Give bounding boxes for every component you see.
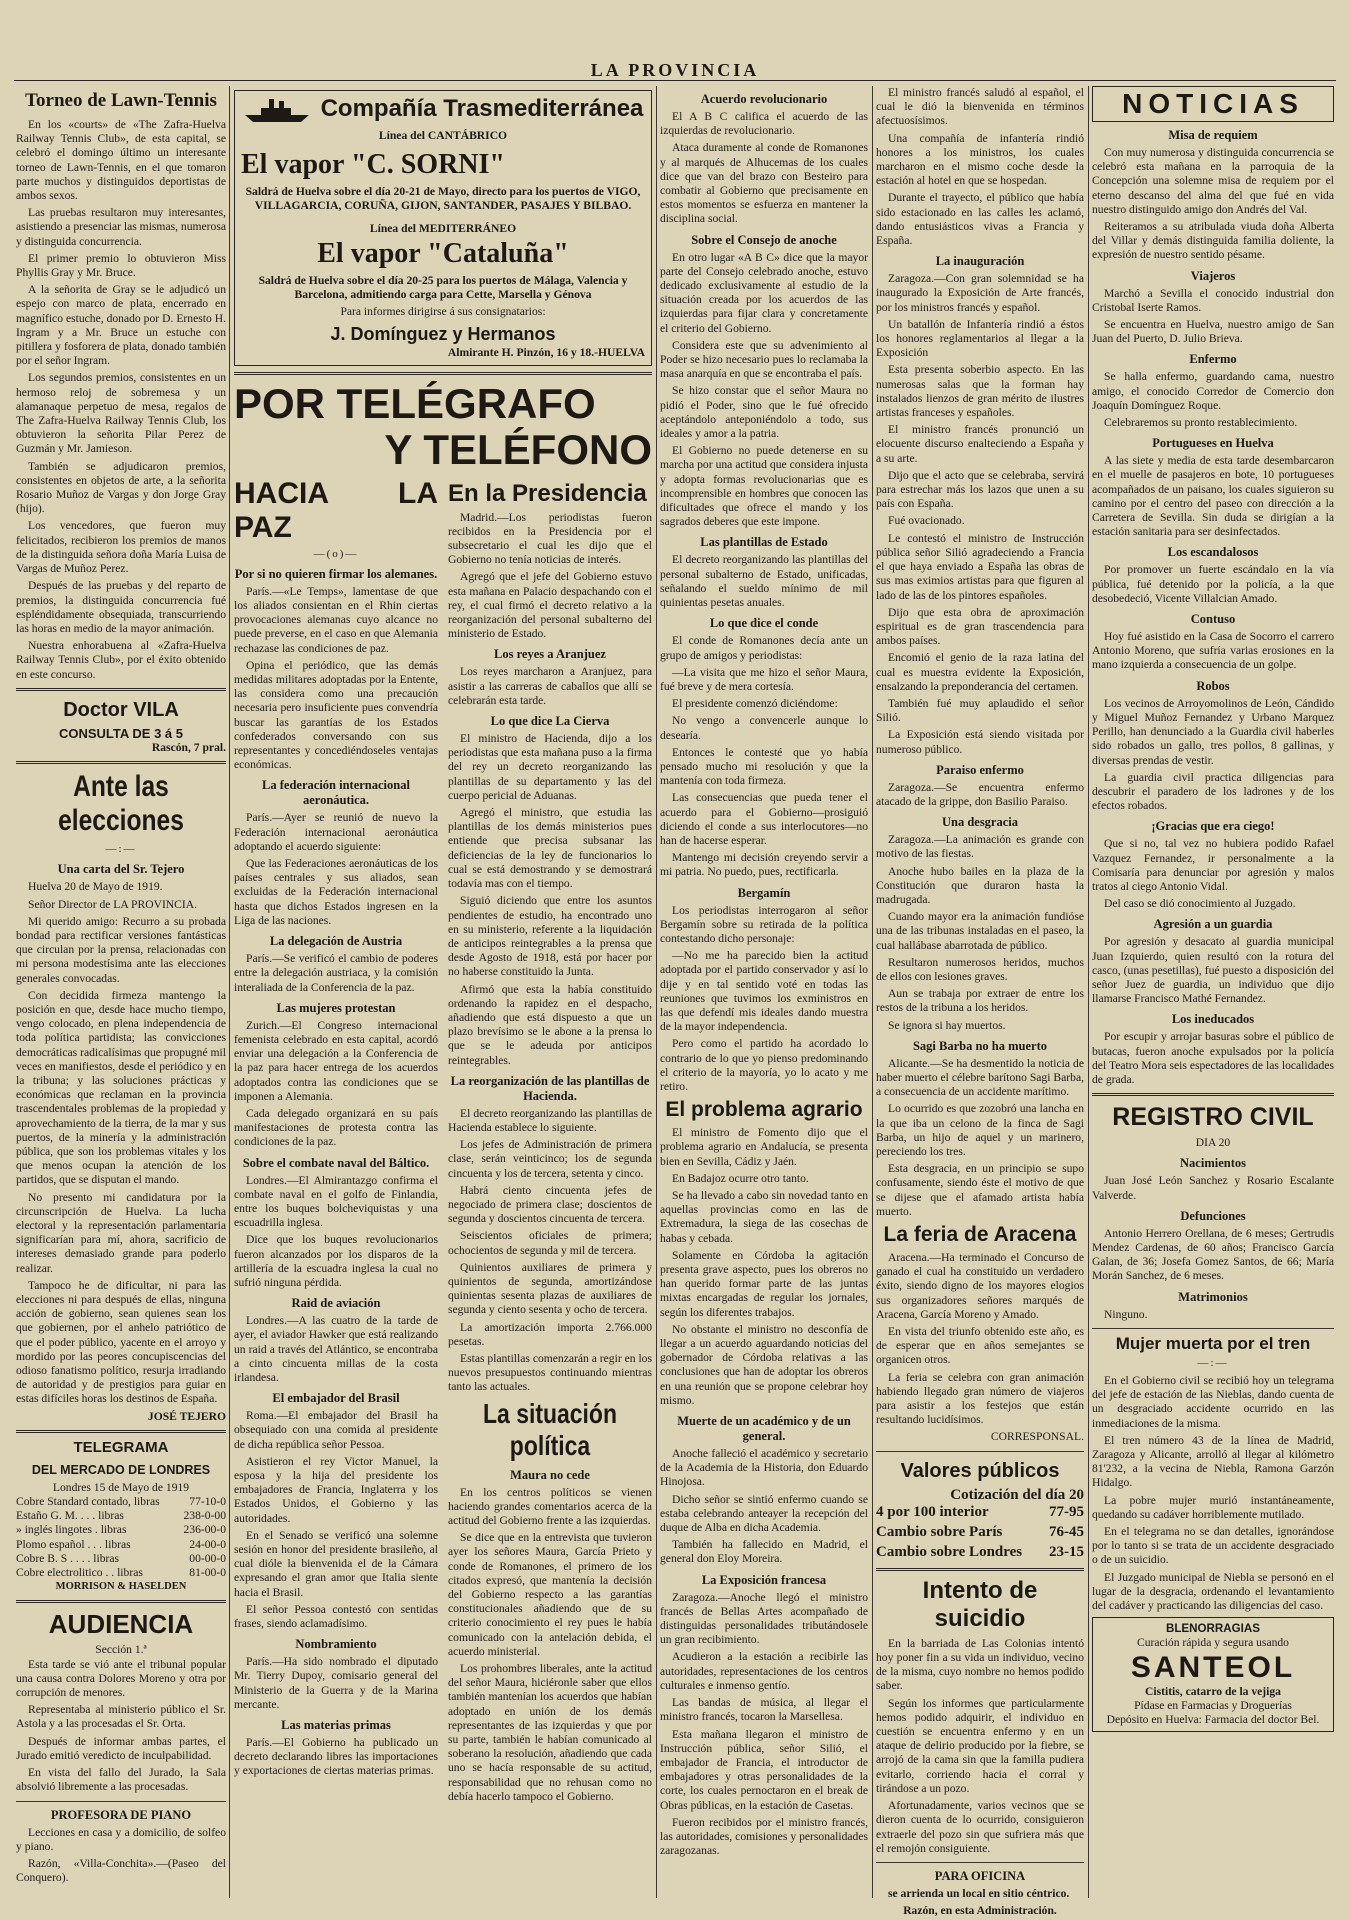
paragraph: Durante el trayecto, el público que había sido estacionado en las calles les aclamó, dando entusiásticos vivas a Francia y España. xyxy=(876,191,1084,248)
paragraph: Los vencedores, que fueron muy felicitados, recibieron los premios de manos de la distinguida señora doña María Luisa de Vargas de Muñoz Perez. xyxy=(16,519,226,576)
paragraph: En Badajoz ocurre otro tanto. xyxy=(672,1171,809,1185)
paragraph: Zurich.—El Congreso internacional femenista celebrado en esta capital, acordó enviar una delegación a la Conferencia de la paz para hacer entrega de los acuerdos adoptados contra las condiciones que se imponen a Alemania. xyxy=(234,1018,438,1103)
paragraph: Zaragoza.—La animación es grande con motivo de las fiestas. xyxy=(876,833,1084,861)
masthead xyxy=(0,0,1350,80)
column-5 xyxy=(1092,86,1334,1898)
paragraph: Entonces le contesté que yo había pensado mucho mi resolución y que la mantenía con toda firmeza. xyxy=(660,745,868,788)
section-heading: Lo que dice el conde xyxy=(709,616,819,631)
paragraph: También ha fallecido en Madrid, el general don Eloy Moreira. xyxy=(660,1538,868,1566)
paragraph: El ministro de Hacienda, dijo a los periodistas que esta mañana puso a la firma del rey un decreto reorganizando las plantillas de su departamento y las del cuerpo pericial de Aduanas. xyxy=(448,732,652,802)
section-heading: Las materias primas xyxy=(281,1718,391,1733)
paragraph: Solamente en Córdoba la agitación presenta grave aspecto, pues los obreros no han querido formar parte de las juntas mixtas encargadas de regular los jornales, según los diferentes trabajos. xyxy=(660,1248,868,1319)
paragraph: Se halla enfermo, guardando cama, nuestro amigo, el conocido Corredor de Comercio don Joaquín Domínguez Roque. xyxy=(1092,370,1334,412)
section-heading: Paraiso enfermo xyxy=(936,762,1024,777)
hacia-la-paz-title: HACIA LA PAZ xyxy=(234,476,438,544)
paragraph: En vista del triunfo obtenido este año, es de esperar que en años semejantes se organicen otros. xyxy=(876,1325,1084,1367)
paragraph: Los vecinos de Arroyomolinos de León, Cándido y Miguel Muñoz Fernandez y Urbano Marquez Perillo, han denunciado a la Guardia civil haberles sido robados un gallo, tres pollos, 8 gallinas, y diversas prendas de vestir. xyxy=(1092,696,1334,767)
paragraph: Londres.—A las cuatro de la tarde de ayer, el aviador Hawker que está realizando un raid a través del Atlántico, se encontraba a cinto cincuenta millas de la costa irlandesa. xyxy=(234,1314,438,1384)
santeol-line3: Pídase en Farmacias y Droguerías xyxy=(1134,1698,1292,1712)
paragraph: Mantengo mi decisión creyendo servir a mi patria. No puedo, pues, rectificarla. xyxy=(660,851,868,879)
paragraph: En el Senado se verificó una solemne sesión en honor del presidente brasileño, al cual dióle la bienvenida el de la Cámara expresando el gran amor que Italia siente hacia el Brasil. xyxy=(234,1528,438,1599)
paragraph: Esta presenta soberbio aspecto. En las numerosas salas que la forman hay instalados lienzos de gran mérito de ilustres artistas franceses y españoles. xyxy=(876,363,1084,420)
row-label: Plomo español . . . libras xyxy=(16,1537,131,1551)
section-heading: Las plantillas de Estado xyxy=(700,535,828,550)
row-label: Estaño G. M. . . . libras xyxy=(16,1509,124,1523)
column-2 xyxy=(234,86,652,1898)
profesora-title: PROFESORA DE PIANO xyxy=(50,1807,192,1822)
table-row xyxy=(16,1495,226,1509)
paragraph: Las pruebas resultaron muy interesantes, asistiendo a presenciar las mismas, numerosa y distinguida concurrencia. xyxy=(16,206,226,248)
paragraph: —No me ha parecido bien la actitud adoptada por el partido conservador y así lo dije y en tal sentido voté en todas las reuniones que tuvimos los exministros en las que defendí mis ideales dando muestra de la mayor independencia. xyxy=(660,949,868,1034)
paragraph: Encomió el genio de la raza latina del cual es muestra evidente la Exposición, ensalzando la preponderancia del certamen. xyxy=(876,651,1084,693)
paragraph: Por promover un fuerte escándalo en la vía pública, fué detenido por la policía, a la que desobedeció, Vicente Villalcian Amado. xyxy=(1092,563,1334,605)
paragraph: Dijo que el acto que se celebraba, servirá para estrechar más los lazos que unen a su país con España. xyxy=(876,468,1084,511)
divider xyxy=(876,1451,1084,1452)
paragraph: Fueron recibidos por el ministro francés, las autoridades, comisiones y personalidades zaragozanas. xyxy=(660,1815,868,1858)
paragraph: También fué muy aplaudido el señor Silió. xyxy=(876,696,1084,725)
table-row xyxy=(876,1502,1084,1522)
paragraph: Los periodistas interrogaron al señor Bergamín sobre su retirada de la política contestando dicho personaje: xyxy=(660,903,868,945)
section-heading: Sobre el Consejo de anoche xyxy=(691,232,837,247)
registro-day: DIA 20 xyxy=(1195,1136,1231,1150)
registro-title: REGISTRO CIVIL xyxy=(1112,1103,1314,1132)
vila-title: Doctor VILA xyxy=(63,698,179,721)
matrimonios-text: Ninguno. xyxy=(1104,1307,1148,1321)
santeol-brand: SANTEOL xyxy=(1130,1650,1296,1684)
paragraph: Asistieron el rey Victor Manuel, la esposa y la hija del presidente los embajadores de Francia, Inglaterra y los Estados Unidos, el Gobierno y las autoridades. xyxy=(234,1454,438,1525)
paragraph: Londres.—El Almirantazgo confirma el combate naval en el golfo de Finlandia, entre los buques bolcheviquistas y una escuadrilla inglesa. xyxy=(234,1173,438,1230)
section-heading: Muerte de un académico y de un general. xyxy=(677,1414,851,1444)
paragraph: Un batallón de Infantería rindió a éstos los honores reglamentarios al llegar a la Exposición xyxy=(876,317,1084,360)
row-label: Cobre Standard contado, libras xyxy=(16,1495,160,1509)
paragraph: El ministro francés pronunció un elocuente discurso enalteciendo a España y a su arte. xyxy=(876,423,1084,465)
section-heading: Por si no quieren firmar los alemanes. xyxy=(234,566,438,581)
section-heading: Raid de aviación xyxy=(291,1296,381,1311)
matrimonios-heading: Matrimonios xyxy=(1178,1289,1248,1304)
telegraph-columns xyxy=(234,477,652,1807)
divider xyxy=(876,1568,1084,1571)
trasmediterranea-ad xyxy=(234,90,652,366)
vapor-cataluna-text: Saldrá de Huelva sobre el día 20-25 para los puertos de Málaga, Valencia y Barcelona, admitiendo carga para Cette, Marsella y Génova xyxy=(258,273,628,302)
section-heading: Robos xyxy=(1196,678,1230,693)
corresponsal: CORRESPONSAL. xyxy=(990,1430,1084,1444)
section-heading: ¡Gracias que era ciego! xyxy=(1151,819,1275,834)
santeol-ad xyxy=(1092,1617,1334,1732)
paragraph: Nuestra enhorabuena al «Zafra-Huelva Railway Tennis Club», por el éxito obtenido en este concurso. xyxy=(16,639,226,681)
paragraph: Dice que los buques revolucionarios fueron alcanzados por los disparos de la artillería de la escuadra inglesa la cual no sufrió ninguna pérdida. xyxy=(234,1233,438,1289)
paragraph: La feria se celebra con gran animación habiendo llegado gran número de viajeros para asistir a los festejos que están resultando lucidísimos. xyxy=(876,1370,1084,1427)
telegrama-subtitle: DEL MERCADO DE LONDRES xyxy=(31,1462,211,1477)
column-3 xyxy=(660,86,868,1898)
paragraph: Después de informar ambas partes, el Jurado emitió veredicto de inculpabilidad. xyxy=(16,1734,226,1762)
paragraph: Alicante.—Se ha desmentido la noticia de haber muerto el célebre barítono Sagi Barba, a consecuencia de un accidente marítimo. xyxy=(876,1056,1084,1099)
paragraph: Cuando mayor era la animación fundióse una de las tribunas instaladas en el paseo, la cual hallábase abarrotada de público. xyxy=(876,910,1084,952)
paragraph: Las bandas de música, al llegar el ministro francés, tocaron la Marsellesa. xyxy=(660,1696,868,1724)
row-label: 4 por 100 interior xyxy=(876,1503,989,1520)
telegrama-table xyxy=(16,1495,226,1580)
paragraph: Anoche falleció el académico y secretario de la Academia de la Historia, don Eduardo Hinojosa. xyxy=(660,1447,868,1489)
paragraph: Agregó que el jefe del Gobierno estuvo esta mañana en Palacio despachando con el rey, el cual firmó el decreto relativo a la reorganización del personal subalterno del ministerio de Estado. xyxy=(448,570,652,641)
section-heading: Sagi Barba no ha muerto xyxy=(912,1038,1048,1053)
elecciones-subtitle: Una carta del Sr. Tejero xyxy=(57,862,185,877)
telegrama-date: Londres 15 de Mayo de 1919 xyxy=(52,1480,190,1494)
section-heading: El problema agrario xyxy=(665,1098,863,1122)
tennis-title: Torneo de Lawn-Tennis xyxy=(25,90,217,111)
valores-title: Valores públicos xyxy=(900,1459,1060,1482)
paragraph: Zaragoza.—Se encuentra enfermo atacado de la grippe, don Basilio Paraiso. xyxy=(876,780,1084,808)
section-heading: Lo que dice La Cierva xyxy=(490,714,610,729)
defunciones-text: Antonio Herrero Orellana, de 6 meses; Gertrudis Mendez Cardenas, de 60 años; Francisco García Galan, de 36; Josefa Gomez Santos, de 66; María Morán Sanchez, de 6 meses. xyxy=(1092,1226,1334,1283)
paragraph: Aracena.—Ha terminado el Concurso de ganado el cual ha constituido un verdadero éxito, siendo digno de los mayores elogios sus organizadores señores marqués de Aracena, García Moreno y Amado. xyxy=(876,1251,1084,1321)
paragraph: Que si no, tal vez no hubiera podido Rafael Vazquez Fernandez, ir personalmente a la Comisaría para denunciar por agresión y malos tratos al ciego Antonio Vidal. xyxy=(1092,837,1334,893)
divider xyxy=(1092,1093,1334,1096)
consignatarios-address: Almirante H. Pinzón, 16 y 18.-HUELVA xyxy=(447,346,645,360)
section-heading: Los reyes a Aranjuez xyxy=(494,647,606,662)
paragraph: A las siete y media de esta tarde desembarcaron en el muelle de pasajeros en bote, 10 portugueses acompañados de un paisano, los cuales siguieron su camino por el centro del paseo con dirección a la Carretera de Sevilla. Sin duda se dirigían a la estación sanitaria para ser desinfectados. xyxy=(1092,454,1334,539)
telegrafo-heading: POR TELÉGRAFO xyxy=(234,379,596,427)
section-heading: Misa de requiem xyxy=(1168,128,1258,142)
divider xyxy=(876,1862,1084,1863)
paragraph: El ministro de Fomento dijo que el problema agrario en Andalucía, se presenta bien en Sevilla, Cádiz y Jaén. xyxy=(660,1126,868,1168)
nacimientos-heading: Nacimientos xyxy=(1180,1156,1246,1171)
paragraph: Los prohombres liberales, ante la actitud del señor Maura, hiciéronle saber que ellos también mantenían los acuerdos que habían adoptado en unión de los demás representantes de las izquierdas y que por su parte, también le habían comunicado al soberano la resolución, añadiendo que cada uno se hacía responsable de su actitud, responsabilidad que no rehusan como no debía hacerlo tampoco el Gobierno. xyxy=(448,1662,652,1803)
paragraph: Lo ocurrido es que zozobró una lancha en la que iba un celono de la finca de Sagi Barba, un hijo de aquel y un marinero, pereciendo los tres. xyxy=(876,1102,1084,1158)
paragraph: Se encuentra en Huelva, nuestro amigo de San Juan del Puerto, D. Julio Brieva. xyxy=(1092,318,1334,346)
paragraph: Los jefes de Administración de primera clase, serán veinticinco; los de segunda cincuenta y los de tercera, setenta y cinco. xyxy=(448,1138,652,1180)
ornament: —:— xyxy=(105,843,137,856)
paragraph: En los «courts» de «The Zafra-Huelva Railway Tennis Club», de esta capital, se celebró el domingo último un interesante torneo de Lawn-Tennis, en el que tomaron parte muchos y distinguidos deportistas de ambos sexos. xyxy=(16,118,226,203)
paragraph: Mi querido amigo: Recurro a su probada bondad para rectificar versiones fantásticas que circulan por la prensa, relacionadas con mi persona modestísima ante las elecciones generales convocadas. xyxy=(16,914,226,985)
column-4 xyxy=(876,86,1084,1918)
paragraph: Afirmó que esta la había constituido ordenando la rapidez en el despacho, añadiendo que está dispuesto a que un plazo brevísimo se le abone a la prensa lo que se le adeuda por anticipos reintegrables. xyxy=(448,982,652,1067)
paragraph: París.—Se verificó el cambio de poderes entre la delegación austriaca, y la comisión interaliada de la Conferencia de la paz. xyxy=(234,952,438,994)
paragraph: Aun se trabaja por extraer de entre los restos de la tribuna a los heridos. xyxy=(876,987,1084,1015)
paragraph: Se hizo constar que el señor Maura no pidió el Poder, sino que le fué ofrecido aceptándolo anteponiéndolo a todo, sus ideales y amor a la patria. xyxy=(660,384,868,441)
tren-article xyxy=(1092,1374,1334,1613)
paragraph: Seiscientos oficiales de primera; ochocientos de segunda y mil de tercera. xyxy=(448,1229,652,1257)
paragraph: Fué ovacionado. xyxy=(888,514,965,528)
valores-header: Cotización del día 20 xyxy=(950,1486,1084,1503)
section-heading: La situación política xyxy=(483,1397,617,1461)
paragraph: Con decidida firmeza mantengo la posición en que, desde hace mucho tiempo, vengo colocado, en plena independencia de toda política partidista; las convicciones democráticas radicalísimas que propugné mil veces en manifiestos, desde el periódico y en la tribuna; y las soluciones prácticas y económicas que reclaman en la provincia trascendentales problemas de la propiedad y aprovechamiento de la tierra, de la mar y sus puertos, de la minería y la administración pública, que son los problemas vitales y los que menos ocupan la atención de los partidos, que se disputan el mando. xyxy=(16,988,226,1187)
row-value: 76-45 xyxy=(1049,1523,1084,1540)
paragraph: En la barriada de Las Colonias intentó hoy poner fin a su vida un individuo, vecino de la misma, cuyo nombre no hemos podido saber. xyxy=(876,1636,1084,1693)
section-heading: Agresión a un guardia xyxy=(1153,917,1273,932)
santeol-line4: Depósito en Huelva: Farmacia del doctor Bel. xyxy=(1106,1713,1320,1727)
oficina-title: PARA OFICINA xyxy=(934,1868,1026,1883)
row-value: 81-00-0 xyxy=(189,1566,226,1580)
section-heading: Contuso xyxy=(1190,612,1236,627)
row-value: 236-00-0 xyxy=(183,1523,226,1537)
tennis-article xyxy=(16,118,226,682)
paragraph: En otro lugar «A B C» dice que la mayor parte del Consejo celebrado anoche, estuvo dedicado exclusivamente al estudio de la situación creada por los acuerdos de las izquierdas para fijar clara y concretamente el criterio del Gobierno. xyxy=(660,250,868,335)
paragraph: Celebraremos su pronto restablecimiento. xyxy=(1104,416,1298,430)
paragraph: Las consecuencias que pueda tener el acuerdo para el Gobierno—prosiguió diciendo el conde a sus interlocutores—no han de hacerse esperar. xyxy=(660,791,868,847)
table-row xyxy=(16,1523,226,1537)
section-heading: La inauguración xyxy=(935,254,1025,269)
telegrama-signature: MORRISON & HASELDEN xyxy=(55,1581,187,1593)
paragraph: Del caso se dió conocimiento al Juzgado. xyxy=(1104,897,1296,911)
row-label: Cobre electrolitico . . libras xyxy=(16,1566,143,1580)
row-value: 23-15 xyxy=(1049,1543,1084,1560)
paragraph: Afortunadamente, varios vecinos que se dieron cuenta de lo ocurrido, consiguieron extraerle del pozo sin que sufriera más que el remojón consiguiente. xyxy=(876,1799,1084,1855)
consignatarios: J. Domínguez y Hermanos xyxy=(330,324,556,345)
paragraph: La guardia civil practica diligencias para descubrir el paradero de los ladrones y de los efectos robados. xyxy=(1092,770,1334,813)
paragraph: La Exposición está siendo visitada por numeroso público. xyxy=(876,728,1084,756)
paragraph: En el Gobierno civil se recibió hoy un telegrama del jefe de estación de las Nieblas, dando cuenta de un desgraciado accidente ocurrido en las inmediaciones de la misma. xyxy=(1092,1373,1334,1430)
paragraph: Razón, «Villa-Conchita».—(Paseo del Conquero). xyxy=(16,1856,226,1885)
paragraph: Lecciones en casa y a domicilio, de solfeo y piano. xyxy=(16,1825,226,1853)
paragraph: El primer premio lo obtuvieron Miss Phyllis Gray y Mr. Bruce. xyxy=(16,251,226,280)
section-heading: Una desgracia xyxy=(941,815,1019,830)
paragraph: Roma.—El embajador del Brasil ha obsequiado con una comida al presidente de dicha república señor Pessoa. xyxy=(234,1409,438,1451)
paragraph: Esta tarde se vió ante el tribunal popular una causa contra Dolores Moreno y otra por corrupción de menores. xyxy=(16,1657,226,1700)
elecciones-letter xyxy=(16,915,226,1407)
row-value: 00-00-0 xyxy=(189,1551,226,1565)
paragraph: Agregó el ministro, que estudia las plantillas de los demás ministerios pues entiende que precisa subsanar las deficiencias de la ley de funcionarios lo cual se está demostrando y se demostrará todavía mas con el tiempo. xyxy=(448,806,652,891)
mediterraneo-line: Línea del MEDITERRÁNEO xyxy=(369,221,517,235)
presidencia-column xyxy=(448,477,652,1807)
paragraph: El Gobierno no puede detenerse en su marcha por una actitud que considera injusta y adopta formas revolucionarias que es incomprensible en hombres que conocen las dificultades que ofrece el mando y los sagrados deberes que este impone. xyxy=(660,444,868,529)
section-heading: La feria de Aracena xyxy=(883,1223,1077,1247)
paragraph: Pero como el partido ha acordado lo contrario de lo que yo pienso predominando el criterio de la mayoría, yo lo acato y me retiro. xyxy=(660,1037,868,1093)
paragraph: En el telegrama no se dan detalles, ignorándose por lo tanto si se trata de un accidente desgraciado o de un suicidio. xyxy=(1092,1525,1334,1567)
paragraph: Dijo que esta obra de aproximación espiritual es de gran trascendencia para ambos países. xyxy=(876,605,1084,648)
section-heading: La Exposición francesa xyxy=(701,1572,827,1587)
column-3-news xyxy=(660,92,868,1858)
section-heading: La reorganización de las plantillas de Hacienda. xyxy=(450,1073,650,1103)
paragraph: Marchó a Sevilla el conocido industrial don Cristobal Iserte Ramos. xyxy=(1092,286,1334,314)
section-heading: Los escandalosos xyxy=(1167,545,1259,560)
row-label: » inglés lingotes . libras xyxy=(16,1523,127,1537)
paragraph: El A B C califica el acuerdo de las izquierdas de revolucionario. xyxy=(660,110,868,138)
paragraph: El tren número 43 de la línea de Madrid, Zaragoza y Alicante, arrolló al llegar al kilómetro 81'232, a la vecina de Niebla, Ramona Garzón Hidalgo. xyxy=(1092,1433,1334,1490)
nacimientos-text: Juan José León Sanchez y Rosario Escalante Valverde. xyxy=(1092,1174,1334,1202)
table-row xyxy=(16,1538,226,1552)
paragraph: Los reyes marcharon a Aranjuez, para asistir a las carreras de caballos que allí se celebrarán esta tarde. xyxy=(448,665,652,707)
cantabrico-line: Línea del CANTÁBRICO xyxy=(378,129,508,142)
newspaper-name: LA PROVINCIA xyxy=(590,60,760,80)
elecciones-signature: JOSÉ TEJERO xyxy=(147,1409,226,1423)
santeol-line1: Curación rápida y segura usando xyxy=(1137,1636,1289,1650)
defunciones-heading: Defunciones xyxy=(1180,1208,1246,1223)
paragraph: Después de las pruebas y del reparto de premios, la distinguida concurrencia fué espléndidamente obsequiada, transcurriendo las horas en medio de la mayor animación. xyxy=(16,579,226,635)
table-row xyxy=(876,1542,1084,1562)
section-heading: Acuerdo revolucionario xyxy=(700,92,828,106)
divider xyxy=(16,1600,226,1603)
row-label: Cambio sobre París xyxy=(876,1523,1003,1540)
paragraph: El decreto reorganizando las plantillas del personal subalterno de Estado, unificadas, señalando el sueldo mínimo de mil quinientas pesetas anuales. xyxy=(660,553,868,610)
paragraph: Le contestó el ministro de Instrucción pública señor Silió agradeciendo a Francia el que haya enviado a España las obras de sus mas eximios artistas para que figuren al lado de las de los pintores españoles. xyxy=(876,531,1084,602)
column-rule xyxy=(872,86,873,1898)
vapor-sorni-title: El vapor "C. SORNI" xyxy=(241,149,505,181)
paragraph: Esta desgracia, en un principio se supo confusamente, siendo éste el motivo de que se dijese que el afamado artista había muerto. xyxy=(876,1162,1084,1218)
vila-address: Rascón, 7 pral. xyxy=(151,740,226,754)
paragraph: A la señorita de Gray se le adjudicó un espejo con marco de plata, encerrado en magnífico estuche, donado por D. Ernesto H. Ingram y a Mr. Bruce un estuche con pitillera y fosforera de plata, donado también por el señor Ingram. xyxy=(16,283,226,368)
steamship-icon xyxy=(243,95,313,123)
audiencia-article xyxy=(16,1658,226,1795)
table-row xyxy=(16,1566,226,1580)
paragraph: No presento mi candidatura por la circunscripción de Huelva. La lucha electoral y la representación parlamentaria significarían para mí, ahora, sacrificio de intereses demasiado grande para poderlo realizar. xyxy=(16,1190,226,1275)
paragraph: Resultaron numerosos heridos, muchos de ellos con lesiones graves. xyxy=(876,955,1084,983)
paragraph: Por agresión y desacato al guardia municipal Juan Izquierdo, quien resultó con la rotura del casco, (unas pesetillas), fué puesto a disposición del señor Juez de guardia, un individuo que dijo llamarse Francisco Mathé Fernandez. xyxy=(1092,935,1334,1006)
column-1 xyxy=(16,86,226,1898)
audiencia-title: AUDIENCIA xyxy=(48,1609,194,1640)
section-heading: Enfermo xyxy=(1189,352,1237,367)
divider xyxy=(1092,1328,1334,1329)
ornament: —:— xyxy=(1197,1356,1229,1369)
paragraph: Reiteramos a su atribulada viuda doña Alberta del Villar y demás distinguida familia doliente, la expresión de nuestro sentido pésame. xyxy=(1092,220,1334,262)
paragraph: El Juzgado municipal de Niebla se personó en el lugar de la desgracia, ordenando el levantamiento del cadáver y practicando las diligencias del caso. xyxy=(1092,1570,1334,1613)
section-heading: Bergamín xyxy=(737,885,791,900)
paragraph: El presidente comenzó diciéndome: xyxy=(672,697,838,711)
noticias-news xyxy=(1092,128,1334,1087)
row-label: Cambio sobre Londres xyxy=(876,1543,1023,1560)
column-rule xyxy=(656,86,657,1898)
paragraph: Anoche hubo bailes en la plaza de la Constitución que duraron hasta la madrugada. xyxy=(876,864,1084,906)
santeol-line2: Cistitis, catarro de la vejiga xyxy=(1145,1684,1281,1698)
paragraph: El señor Pessoa contestó con sentidas frases, siendo aclamadísimo. xyxy=(234,1602,438,1631)
table-row xyxy=(16,1552,226,1566)
section-heading: El embajador del Brasil xyxy=(272,1391,400,1406)
paragraph: Tampoco he de dificultar, ni para las elecciones ni para después de ellas, ninguna acción de gobierno, sean quienes sean los que gobiernen, por el anhelo patriótico de que el poder público, yacente en el arroyo y mordido por las peores concupiscencias del odioso fanatismo político, resurja irradiando de autoridad y de prestigios para guiar en estas difíciles horas los destinos de España. xyxy=(16,1278,226,1406)
section-heading: Portugueses en Huelva xyxy=(1152,436,1274,451)
section-heading: La federación internacional aeronáutica. xyxy=(262,778,410,808)
column-rule xyxy=(1088,86,1089,1898)
paragraph: Acudieron a la estación a recibirle las autoridades, representaciones de los centros culturales e inmenso gentío. xyxy=(660,1650,868,1692)
paragraph: El conde de Romanones decía ante un grupo de amigos y periodistas: xyxy=(660,634,868,662)
hacia-la-paz-news xyxy=(234,567,438,1779)
divider xyxy=(16,761,226,764)
santeol-headline: BLENORRAGIAS xyxy=(1165,1622,1261,1636)
paragraph: Con muy numerosa y distinguida concurrencia se celebró esta mañana en la parroquia de la Concepción una solemne misa de requiem por el eterno descanso del alma del que fué en vida nuestro distinguido amigo don Andrés del Val. xyxy=(1092,146,1334,216)
paragraph: Una compañía de infantería rindió honores a los ministros, los cuales marcharon en el mismo coche desde la estación al hotel en que se hospedan. xyxy=(876,131,1084,188)
telefono-heading: Y TELÉFONO xyxy=(384,425,652,473)
elecciones-addressee: Señor Director de LA PROVINCIA. xyxy=(28,897,198,911)
paragraph: La amortización importa 2.766.000 pesetas. xyxy=(448,1320,652,1348)
divider xyxy=(16,1801,226,1802)
paragraph: Zaragoza.—Con gran solemnidad se ha inaugurado la Exposición de Arte francés, por los ministros francés y español. xyxy=(876,272,1084,314)
paragraph: No obstante el ministro no desconfía de llegar a un acuerdo aguardando noticias del gobernador de Córdoba relativas a las conclusiones que han de adoptar los obreros en una reunión que se propone celebrar hoy mismo. xyxy=(660,1322,868,1407)
telegrama-title: TELEGRAMA xyxy=(73,1438,169,1456)
valores-table xyxy=(876,1502,1084,1562)
tren-title: Mujer muerta por el tren xyxy=(1115,1333,1311,1353)
paragraph: Se dice que en la entrevista que tuvieron ayer los señores Maura, García Prieto y conde de Romanones, el primero de los citados expresó, que mantenía la decisión del Gobierno respecto a las garantías constitucionales añadiendo que de su criterio conocimiento el rey pues le había comunicado con la antelación debida, el acuerdo ministerial. xyxy=(448,1531,652,1658)
paragraph: Se ha llevado a cabo sin novedad tanto en aquellas provincias como en las de Extremadura, la siega de las cosechas de habas y cebada. xyxy=(660,1189,868,1245)
table-row xyxy=(16,1509,226,1523)
vapor-sorni-text: Saldrá de Huelva sobre el día 20-21 de Mayo, directo para los puertos de VIGO, VILLAGARCIA, CORUÑA, GIJON, SANTANDER, PASAJES Y BILBAO. xyxy=(245,185,641,213)
hacia-la-paz-column xyxy=(234,477,438,1807)
section-heading: Sobre el combate naval del Báltico. xyxy=(242,1155,430,1170)
paragraph: En los centros políticos se vienen haciendo grandes comentarios acerca de la actitud del Gobierno frente a las izquierdas. xyxy=(448,1485,652,1527)
paragraph: Los segundos premios, consistentes en un hermoso reloj de sobremesa y un alamanaque perpetuo de mesa, regalos de The Zafra-Huelva Railway Tennis Club, los obtuvieron la señorita Pilar Perez de Guzmán y Mr. Jamieson. xyxy=(16,371,226,456)
paragraph: La pobre mujer murió instantáneamente, quedando su cadáver horriblemente mutilado. xyxy=(1092,1493,1334,1521)
oficina-razon: Razón, en esta Administración. xyxy=(903,1904,1057,1918)
paragraph: Que las Federaciones aeronáuticas de los países centrales y sus aliados, sean excluidas de la Federación internacional hasta que dichos Estados ingresen en la Liga de las naciones. xyxy=(234,857,438,927)
vapor-cataluna-title: El vapor "Cataluña" xyxy=(317,237,569,269)
elecciones-title: Ante las elecciones xyxy=(58,770,184,838)
paragraph: Considera este que su advenimiento al Poder se hizo necesario pues lo reclamaba la masa anarquía en que se encontraba el país. xyxy=(660,338,868,381)
paragraph: Madrid.—Los periodistas fueron recibidos en la Presidencia por el subsecretario el cual les dijo que el Gobierno no tenía noticias de interés. xyxy=(448,510,652,567)
row-value: 77-95 xyxy=(1049,1503,1084,1520)
informes-line: Para informes dirigirse á sus consignatarios: xyxy=(340,305,546,319)
noticias-title: NOTICIAS xyxy=(1122,88,1304,119)
section-heading: Los ineducados xyxy=(1171,1012,1255,1027)
paragraph: En vista del fallo del Jurado, la Sala absolvió libremente a las procesadas. xyxy=(16,1766,226,1794)
masthead-rule xyxy=(14,80,1336,81)
suicidio-article xyxy=(876,1637,1084,1856)
paragraph: También se adjudicaron premios, consistentes en objetos de arte, a la señorita Rosario Muñoz de Vargas y don Jorge Gray (hijo). xyxy=(16,459,226,516)
paragraph: Zaragoza.—Anoche llegó el ministro francés de Bellas Artes acompañado de distinguidas personalidades tributándosele un gran recibimiento. xyxy=(660,1590,868,1647)
paragraph: París.—Ayer se reunió de nuevo la Federación internacional aeronáutica adoptando el acuerdo siguiente: xyxy=(234,811,438,853)
paragraph: París.—«Le Temps», lamentase de que los aliados consientan en el Rhin ciertas provocaciones alemanas cuyo alcance no puede preverse, en el caso en que Alemania rechazase las condiciones de paz. xyxy=(234,584,438,655)
paragraph: Opina el periódico, que las demás medidas militares adoptadas por la Entente, las considera como una precaución necesaria pero insuficiente pues convendría buscar las garantías de los Estados confederados conversando con sus representantes y concediéndoseles ventajas económicas. xyxy=(234,658,438,772)
paragraph: —La visita que me hizo el señor Maura, fué breve y de mera cortesía. xyxy=(660,665,868,693)
section-heading: Maura no cede xyxy=(510,1467,590,1482)
section-heading: Viajeros xyxy=(1190,268,1236,283)
row-value: 24-00-0 xyxy=(189,1537,226,1551)
paragraph: Según los informes que particularmente hemos podido adquirir, el individuo en cuestión se encuentra enfermo y en un ataque de delirio producido por la fiebre, se arrojó de la cama sin que la familla pudiera evitarlo, corriendo hacia el corral y tirándose a un pozo. xyxy=(876,1696,1084,1795)
elecciones-date: Huelva 20 de Mayo de 1919. xyxy=(28,880,163,894)
row-label: Cobre B. S . . . . libras xyxy=(16,1551,120,1565)
column-rule xyxy=(229,86,230,1898)
paragraph: Por escupir y arrojar basuras sobre el público de butacas, fueron anoche expulsados por la policía del Teatro Mora seis espectadores de las localidades de grada. xyxy=(1092,1030,1334,1086)
audiencia-section: Sección 1.ª xyxy=(95,1643,147,1657)
divider xyxy=(16,1430,226,1433)
paragraph: Hoy fué asistido en la Casa de Socorro el carrero Antonio Moreno, que sufría varias erosiones en la mano izquierda a consecuencia de un golpe. xyxy=(1092,630,1334,672)
paragraph: Se ignora si hay muertos. xyxy=(888,1018,1006,1032)
paragraph: Esta mañana llegaron el ministro de Instrucción pública, señor Silió, el embajador de Francia, el introductor de embajadores y otras personalidades de la corte, los cuales pernoctaron en el break de Obras públicas, en la estación de Casetas. xyxy=(660,1727,868,1812)
presidencia-title: En la Presidencia xyxy=(448,479,647,507)
vila-hours: CONSULTA DE 3 á 5 xyxy=(58,725,183,741)
paragraph: Representaba al ministerio público el Sr. Astola y a las procesadas el Sr. Orta. xyxy=(16,1703,226,1731)
suicidio-title: Intento de suicidio xyxy=(922,1576,1038,1632)
paragraph: París.—Ha sido nombrado el diputado Mr. Tierry Dupoy, comisario general del Ministerio de la Guerra y de la Marina mercante. xyxy=(234,1655,438,1711)
oficina-text: se arrienda un local en sitio céntrico. xyxy=(888,1886,1070,1900)
divider xyxy=(234,372,652,375)
paragraph: El ministro francés saludó al español, el cual le dió la bienvenida en términos afectuosísimos. xyxy=(876,86,1084,128)
ornament: —(o)— xyxy=(313,547,359,560)
paragraph: Siguió diciendo que entre los asuntos pendientes de estudio, ha encontrado uno en su ministerio, referente a la liquidación de anticipos reintegrables a la prensa que desde Agosto de 1918, está por hacer por no haberse constituido la Junta. xyxy=(448,894,652,979)
paragraph: No vengo a convencerle aunque lo desearía. xyxy=(660,714,868,742)
row-value: 77-10-0 xyxy=(189,1495,226,1509)
paragraph: El decreto reorganizando las plantillas de Hacienda establece lo siguiente. xyxy=(448,1106,652,1134)
section-heading: La delegación de Austria xyxy=(269,934,403,949)
paragraph: Estas plantillas comenzarán a regir en los nuevos presupuestos continuando mientras tanto las actuales. xyxy=(448,1351,652,1394)
paragraph: Habrá ciento cincuenta jefes de negociado de primera clase; doscientos de segunda y doscientos cincuenta de tercera. xyxy=(448,1183,652,1226)
row-value: 238-0-00 xyxy=(183,1509,226,1523)
table-row xyxy=(876,1522,1084,1542)
paragraph: París.—El Gobierno ha publicado un decreto declarando libres las importaciones y exportaciones de ciertas materias primas. xyxy=(234,1736,438,1778)
column-4-news xyxy=(876,86,1084,1427)
presidencia-news xyxy=(448,511,652,1804)
divider xyxy=(16,688,226,691)
paragraph: Ataca duramente al conde de Romanones y al marqués de Alhucemas de los cuales dice que van del brazo con Besteiro para combatir al Gobierno que precisamente en estos momentos se esfuerza en mantener la disciplina social. xyxy=(660,141,868,226)
section-heading: Nombramiento xyxy=(295,1637,377,1652)
paragraph: Dicho señor se sintió enfermo cuando se estaba celebrando anteayer la recepción del duque de Alba en dicha Academia. xyxy=(660,1492,868,1535)
section-heading: Las mujeres protestan xyxy=(276,1000,396,1015)
paragraph: Quinientos auxiliares de primera y quinientos de segunda, amortizándose quinientas sesenta plazas de auxiliares de segunda y ciento sesenta y ocho de tercera. xyxy=(448,1260,652,1317)
profesora-ad xyxy=(16,1826,226,1886)
trasmediterranea-title: Compañía Trasmediterránea xyxy=(320,95,644,122)
paragraph: Cada delegado organizará en su país manifestaciones de protesta contra las condiciones de la paz. xyxy=(234,1106,438,1149)
